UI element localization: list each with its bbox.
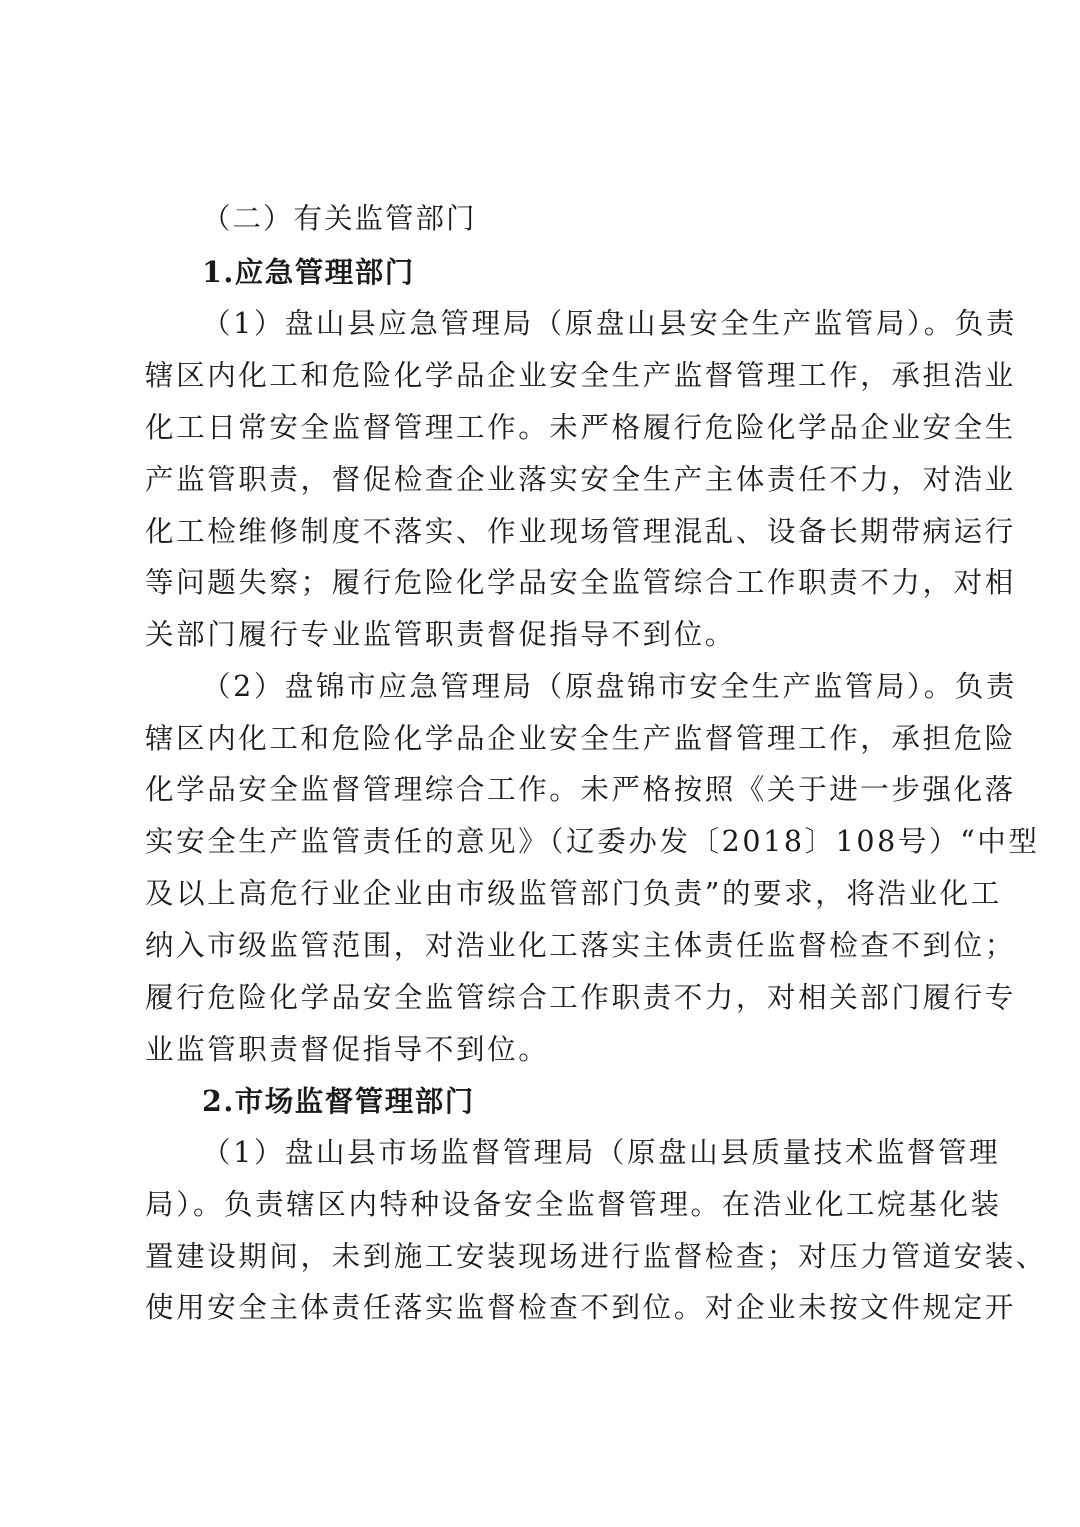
paragraph-line: 化学品安全监督管理综合工作。未严格按照《关于进一步强化落 xyxy=(145,773,1016,806)
paragraph-line: （1）盘山县应急管理局（原盘山县安全生产监管局）。负责 xyxy=(202,307,1018,340)
paragraph-line: 化工日常安全监督管理工作。未严格履行危险化学品企业安全生 xyxy=(145,411,1016,444)
paragraph-line: （2）盘锦市应急管理局（原盘锦市安全生产监管局）。负责 xyxy=(202,670,1018,703)
paragraph-line: 纳入市级监管范围，对浩业化工落实主体责任监督检查不到位； xyxy=(145,929,1016,962)
paragraph-line: 等问题失察；履行危险化学品安全监管综合工作职责不力，对相 xyxy=(145,566,1016,599)
paragraph-line: 辖区内化工和危险化学品企业安全生产监督管理工作，承担浩业 xyxy=(145,359,1016,392)
paragraph-line: 业监管职责督促指导不到位。 xyxy=(145,1033,550,1066)
paragraph-line: （1）盘山县市场监督管理局（原盘山县质量技术监督管理 xyxy=(202,1136,1001,1169)
paragraph-line: 化工检维修制度不落实、作业现场管理混乱、设备长期带病运行 xyxy=(145,515,1016,548)
paragraph-line: 使用安全主体责任落实监督检查不到位。对企业未按文件规定开 xyxy=(145,1291,1016,1324)
subsection-heading-market: 2.市场监督管理部门 xyxy=(202,1084,475,1118)
paragraph-line: 局）。负责辖区内特种设备安全监督管理。在浩业化工烷基化装 xyxy=(145,1188,1002,1221)
paragraph-line: 产监管职责，督促检查企业落实安全生产主体责任不力，对浩业 xyxy=(145,463,1016,496)
paragraph-line: 关部门履行专业监管职责督促指导不到位。 xyxy=(145,618,736,651)
section-title: （二）有关监管部门 xyxy=(202,202,477,235)
paragraph-line: 实安全生产监管责任的意见》（辽委办发〔2018〕108号）“中型 xyxy=(145,825,1040,858)
subsection-heading-emergency: 1.应急管理部门 xyxy=(202,255,415,289)
paragraph-line: 辖区内化工和危险化学品企业安全生产监督管理工作，承担危险 xyxy=(145,722,1016,755)
paragraph-line: 置建设期间，未到施工安装现场进行监督检查；对压力管道安装、 xyxy=(145,1240,1047,1273)
paragraph-line: 及以上高危行业企业由市级监管部门负责”的要求，将浩业化工 xyxy=(145,877,1002,910)
paragraph-line: 履行危险化学品安全监管综合工作职责不力，对相关部门履行专 xyxy=(145,981,1016,1014)
